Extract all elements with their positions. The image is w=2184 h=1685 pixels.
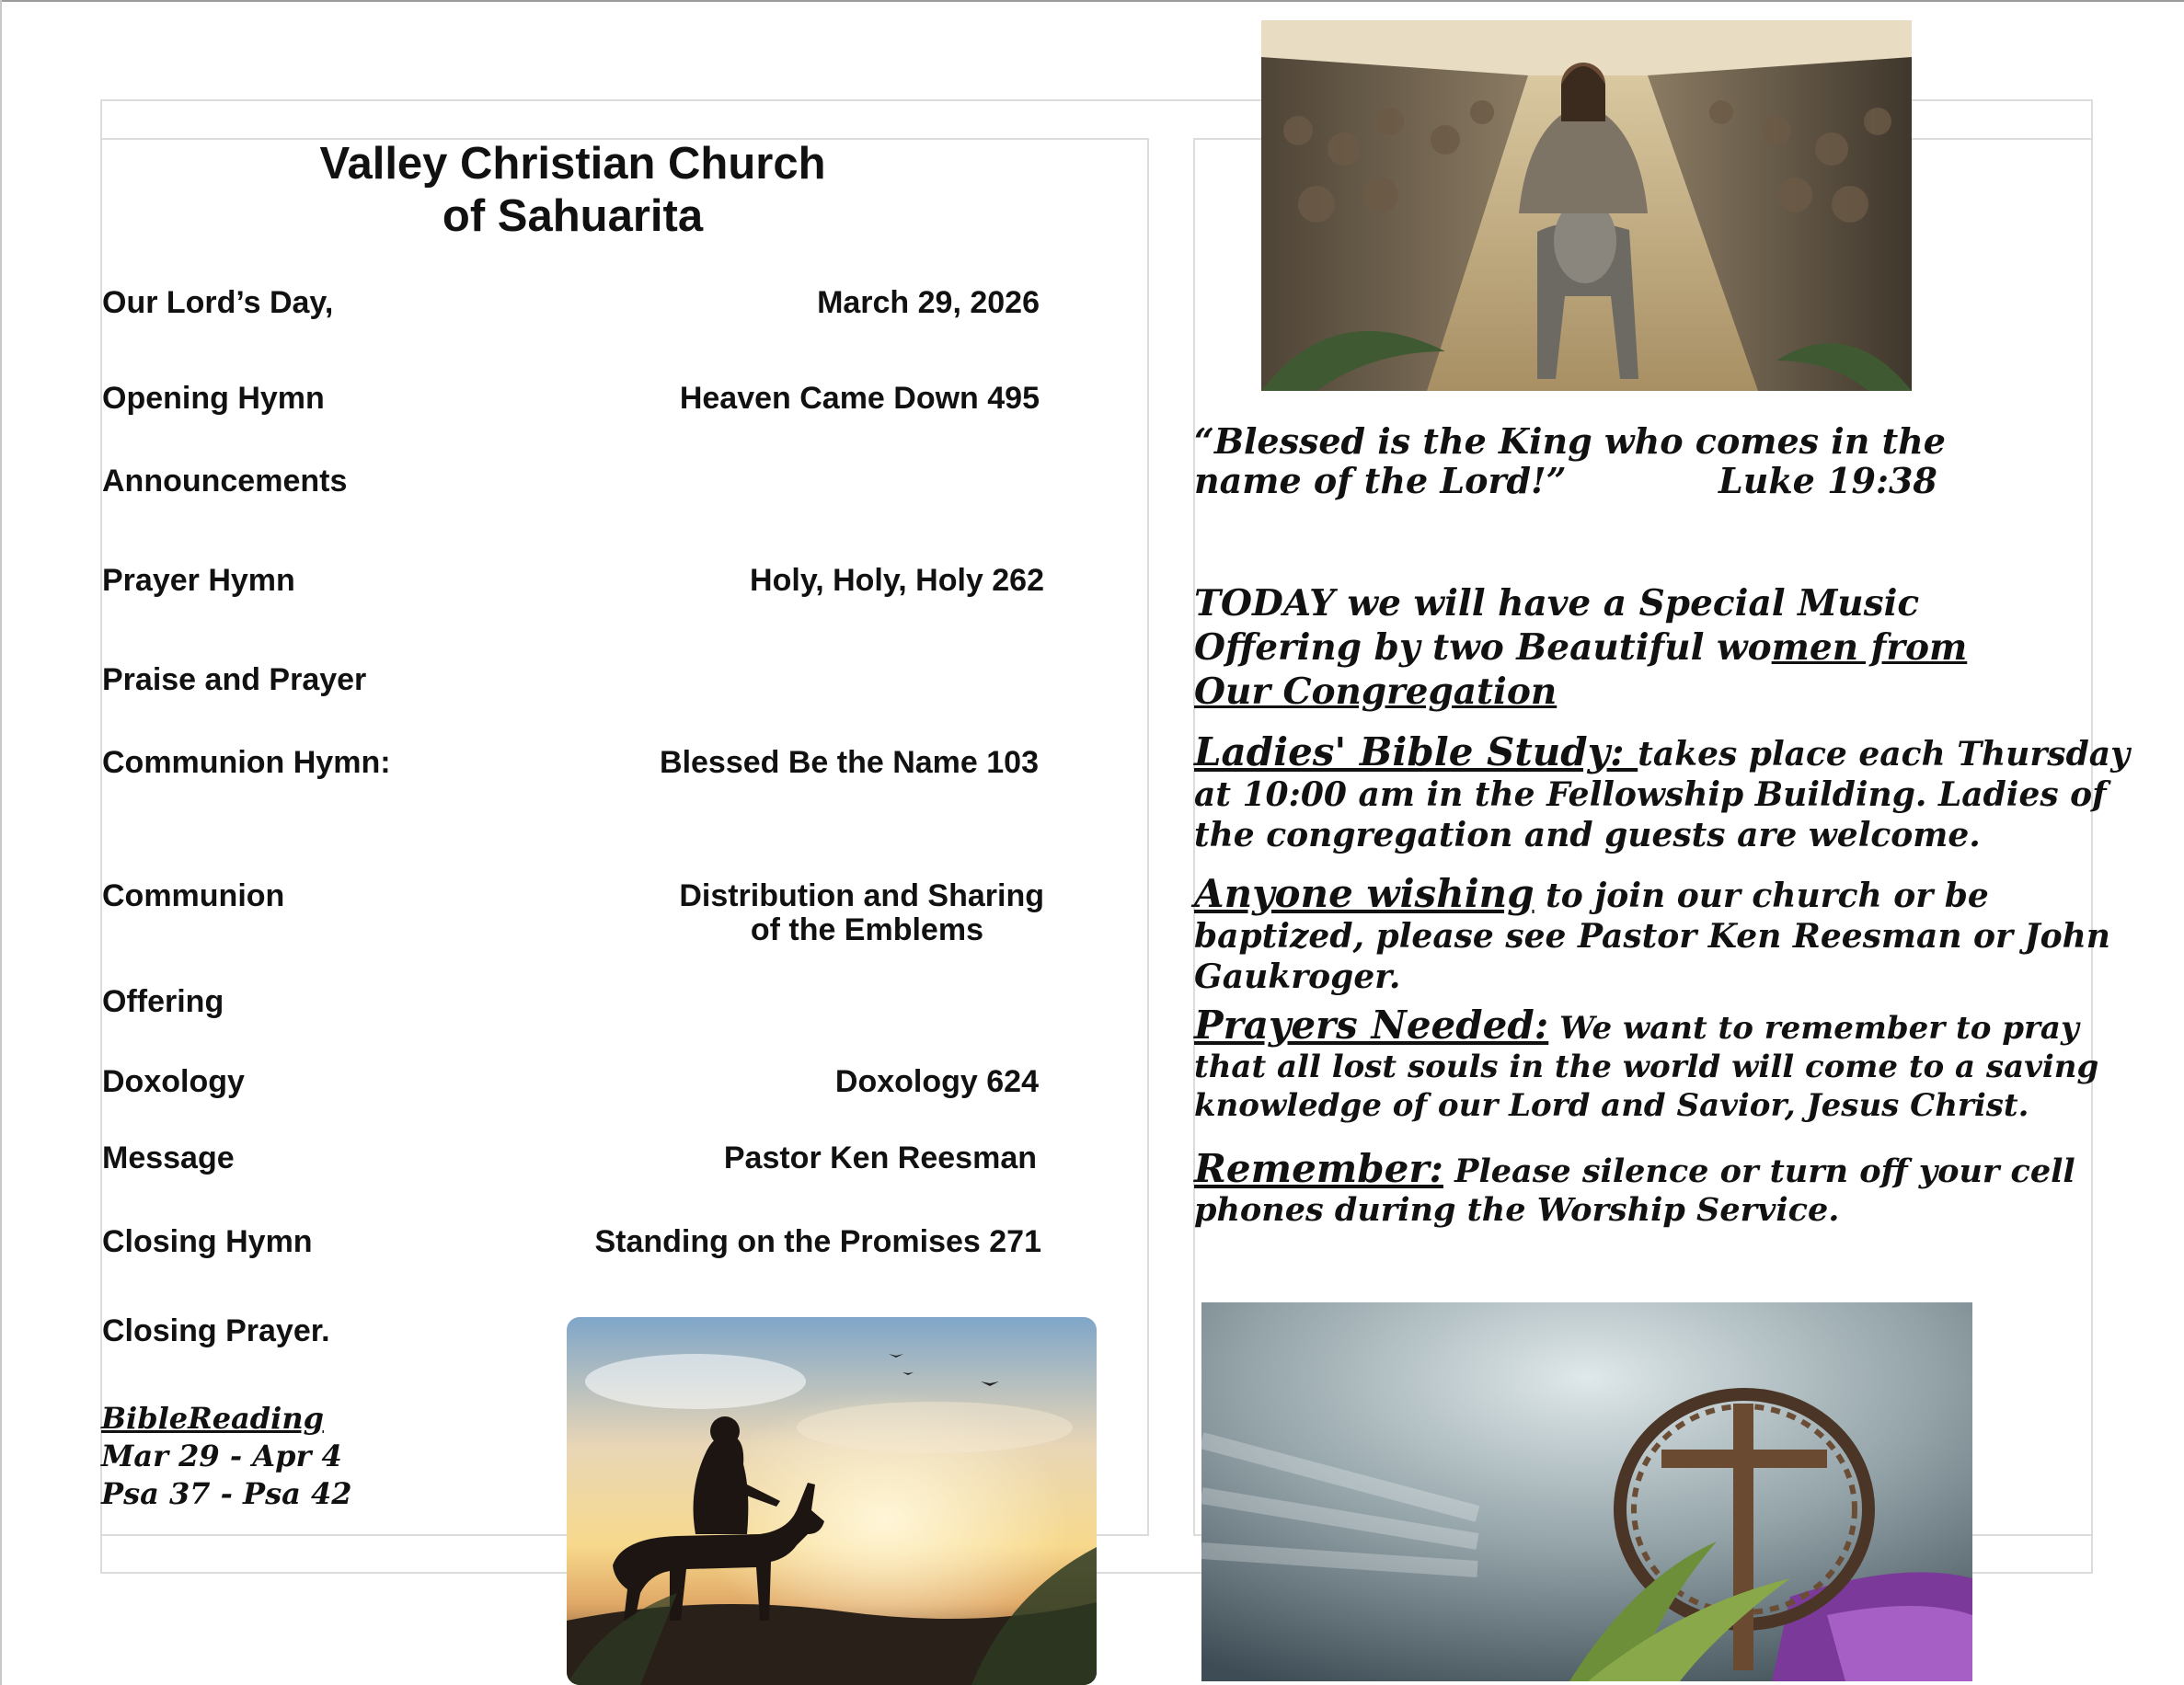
- service-item-label: Opening Hymn: [102, 381, 325, 416]
- service-item-label: Doxology: [102, 1064, 245, 1099]
- remember-note: [1194, 1146, 2075, 1230]
- ladies-line2: at 10:00 am in the Fellowship Building. Ladies of: [1194, 775, 2107, 814]
- bible-reading-line2: Psa 37 - Psa 42: [101, 1476, 352, 1511]
- service-item-label: Communion: [102, 878, 285, 913]
- remember-line1: Please silence or turn off your cell: [1443, 1152, 2075, 1190]
- service-item-value: Distribution and Sharing: [679, 878, 1044, 913]
- bible-reading-line1: Mar 29 - Apr 4: [101, 1439, 342, 1473]
- church-name-line2: of Sahuarita: [442, 191, 704, 241]
- remember-heading: Remember:: [1194, 1146, 1443, 1191]
- service-item-label: Prayer Hymn: [102, 563, 295, 598]
- service-item-value: Doxology 624: [834, 1064, 1039, 1099]
- service-item-label: Communion Hymn:: [102, 745, 391, 780]
- service-item-value: Pastor Ken Reesman: [723, 1141, 1037, 1175]
- service-item-label: Announcements: [102, 464, 348, 499]
- service-item-value: Holy, Holy, Holy 262: [750, 563, 1044, 598]
- service-item-value: Blessed Be the Name 103: [660, 745, 1039, 780]
- today-line3: Our Congregation: [1194, 671, 1558, 713]
- today-line1: TODAY we will have a Special Music: [1194, 582, 1920, 625]
- remember-line2: phones during the Worship Service.: [1194, 1191, 1840, 1229]
- quote-reference: Luke 19:38: [1718, 460, 1937, 501]
- church-name-line1: Valley Christian Church: [319, 139, 826, 189]
- quote-line2: name of the Lord!”: [1194, 460, 1567, 501]
- church-name: [101, 138, 1044, 243]
- today-line2b: men from: [1771, 626, 1968, 669]
- ladies-line3: the congregation and guests are welcome.: [1194, 816, 1981, 854]
- prayers-line2: that all lost souls in the world will come to a saving: [1194, 1049, 2099, 1085]
- join-church-note: [1194, 871, 2110, 997]
- triumphal-entry-image: [1261, 20, 1912, 391]
- ladies-bible-study-note: [1194, 729, 2130, 855]
- prayers-line3: knowledge of our Lord and Savior, Jesus Christ.: [1194, 1087, 2029, 1124]
- today-line2a: Offering by two Beautiful wo: [1194, 626, 1772, 669]
- service-date: March 29, 2026: [817, 285, 1040, 320]
- service-item-label: Praise and Prayer: [102, 662, 367, 697]
- day-label: Our Lord’s Day,: [102, 285, 334, 320]
- quote-line1: “Blessed is the King who comes in the: [1194, 420, 1946, 462]
- prayers-heading: Prayers Needed:: [1194, 1003, 1549, 1048]
- prayers-needed-note: [1194, 1003, 2099, 1125]
- join-line1: to join our church or be: [1534, 877, 1989, 915]
- service-item-value-line2: of the Emblems: [750, 912, 983, 947]
- service-item-label: Offering: [102, 984, 224, 1019]
- ladies-line1: takes place each Thursday: [1638, 735, 2130, 774]
- service-item-value: Heaven Came Down 495: [679, 381, 1040, 416]
- ladies-heading: Ladies' Bible Study:: [1194, 729, 1638, 774]
- service-item-label: Closing Prayer.: [102, 1313, 330, 1348]
- donkey-sunset-image: [567, 1317, 1097, 1685]
- service-item-value: Standing on the Promises 271: [594, 1224, 1041, 1259]
- prayers-line1: We want to remember to pray: [1548, 1010, 2079, 1047]
- crown-of-thorns-image: [1201, 1302, 1972, 1681]
- bible-reading: [101, 1400, 352, 1513]
- join-heading: Anyone wishing: [1194, 871, 1535, 916]
- service-item-label: Closing Hymn: [102, 1224, 313, 1259]
- join-line3: Gaukroger.: [1194, 957, 1401, 996]
- bible-reading-heading: BibleReading: [101, 1401, 324, 1436]
- service-item-label: Message: [102, 1141, 235, 1175]
- join-line2: baptized, please see Pastor Ken Reesman or John: [1194, 917, 2110, 956]
- special-music-note: [1194, 581, 1967, 714]
- scripture-quote: [1194, 421, 1946, 500]
